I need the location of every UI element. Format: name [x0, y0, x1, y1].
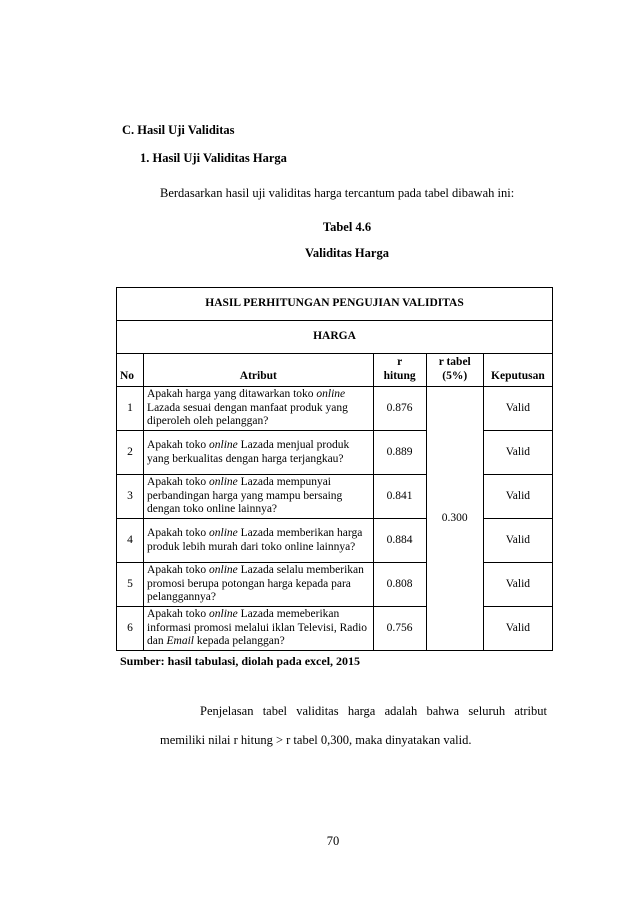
table-row	[117, 607, 553, 651]
page-number: 70	[326, 834, 340, 848]
table-title: Validitas Harga	[305, 246, 389, 260]
col-header-no: No	[117, 354, 144, 387]
row-r-hitung: 0.756	[373, 607, 426, 651]
section-heading: C. Hasil Uji Validitas	[122, 123, 235, 137]
col-header-r-tabel	[426, 354, 483, 387]
col-header-r-tabel-line1: r tabel	[438, 356, 471, 369]
row-atribut: Apakah harga yang ditawarkan toko online Lazada sesuai dengan manfaat produk yang diperoleh oleh pelanggan?	[144, 387, 374, 431]
table-row	[117, 387, 553, 431]
table-row	[117, 431, 553, 475]
row-keputusan: Valid	[483, 431, 552, 475]
table-header-main: HASIL PERHITUNGAN PENGUJIAN VALIDITAS	[117, 288, 553, 321]
row-keputusan: Valid	[483, 387, 552, 431]
row-r-hitung: 0.841	[373, 475, 426, 519]
col-header-r-hitung	[373, 354, 426, 387]
row-atribut: Apakah toko online Lazada memberikan harga produk lebih murah dari toko online lainnya?	[144, 519, 374, 563]
row-atribut: Apakah toko online Lazada selalu memberikan promosi berupa potongan harga kepada para pelanggannya?	[144, 563, 374, 607]
table-number: Tabel 4.6	[322, 220, 372, 234]
col-header-r-tabel-line2: (5%)	[442, 370, 468, 382]
subsection-heading: 1. Hasil Uji Validitas Harga	[140, 151, 287, 165]
row-keputusan: Valid	[483, 475, 552, 519]
row-no: 2	[117, 431, 144, 475]
r-tabel-value: 0.300	[426, 387, 483, 651]
row-atribut: Apakah toko online Lazada mempunyai perbandingan harga yang mampu bersaing dengan toko online lainnya?	[144, 475, 374, 519]
paragraph-line-2: memiliki nilai r hitung > r tabel 0,300, maka dinyatakan valid.	[160, 733, 472, 747]
row-r-hitung: 0.889	[373, 431, 426, 475]
table-row	[117, 475, 553, 519]
row-keputusan: Valid	[483, 607, 552, 651]
col-header-r-hitung-line1: r	[397, 356, 403, 369]
table-source: Sumber: hasil tabulasi, diolah pada excel, 2015	[120, 654, 361, 668]
column-header-row	[117, 354, 553, 387]
row-no: 3	[117, 475, 144, 519]
row-no: 6	[117, 607, 144, 651]
col-header-atribut: Atribut	[144, 354, 374, 387]
row-no: 4	[117, 519, 144, 563]
table-row	[117, 519, 553, 563]
paragraph-line-1: Penjelasan tabel validitas harga adalah bahwa seluruh atribut	[200, 704, 547, 718]
validity-table	[116, 287, 553, 651]
row-r-hitung: 0.876	[373, 387, 426, 431]
row-atribut: Apakah toko online Lazada menjual produk yang berkualitas dengan harga terjangkau?	[144, 431, 374, 475]
table-header-sub: HARGA	[117, 321, 553, 354]
row-keputusan: Valid	[483, 519, 552, 563]
row-r-hitung: 0.808	[373, 563, 426, 607]
row-no: 5	[117, 563, 144, 607]
table-row	[117, 563, 553, 607]
row-atribut: Apakah toko online Lazada memeberikan informasi promosi melalui iklan Televisi, Radio dan Email kepada pelanggan?	[144, 607, 374, 651]
row-no: 1	[117, 387, 144, 431]
col-header-keputusan: Keputusan	[483, 354, 552, 387]
row-keputusan: Valid	[483, 563, 552, 607]
intro-text: Berdasarkan hasil uji validitas harga tercantum pada tabel dibawah ini:	[160, 186, 515, 200]
row-r-hitung: 0.884	[373, 519, 426, 563]
col-header-r-hitung-line2: hitung	[383, 370, 416, 382]
